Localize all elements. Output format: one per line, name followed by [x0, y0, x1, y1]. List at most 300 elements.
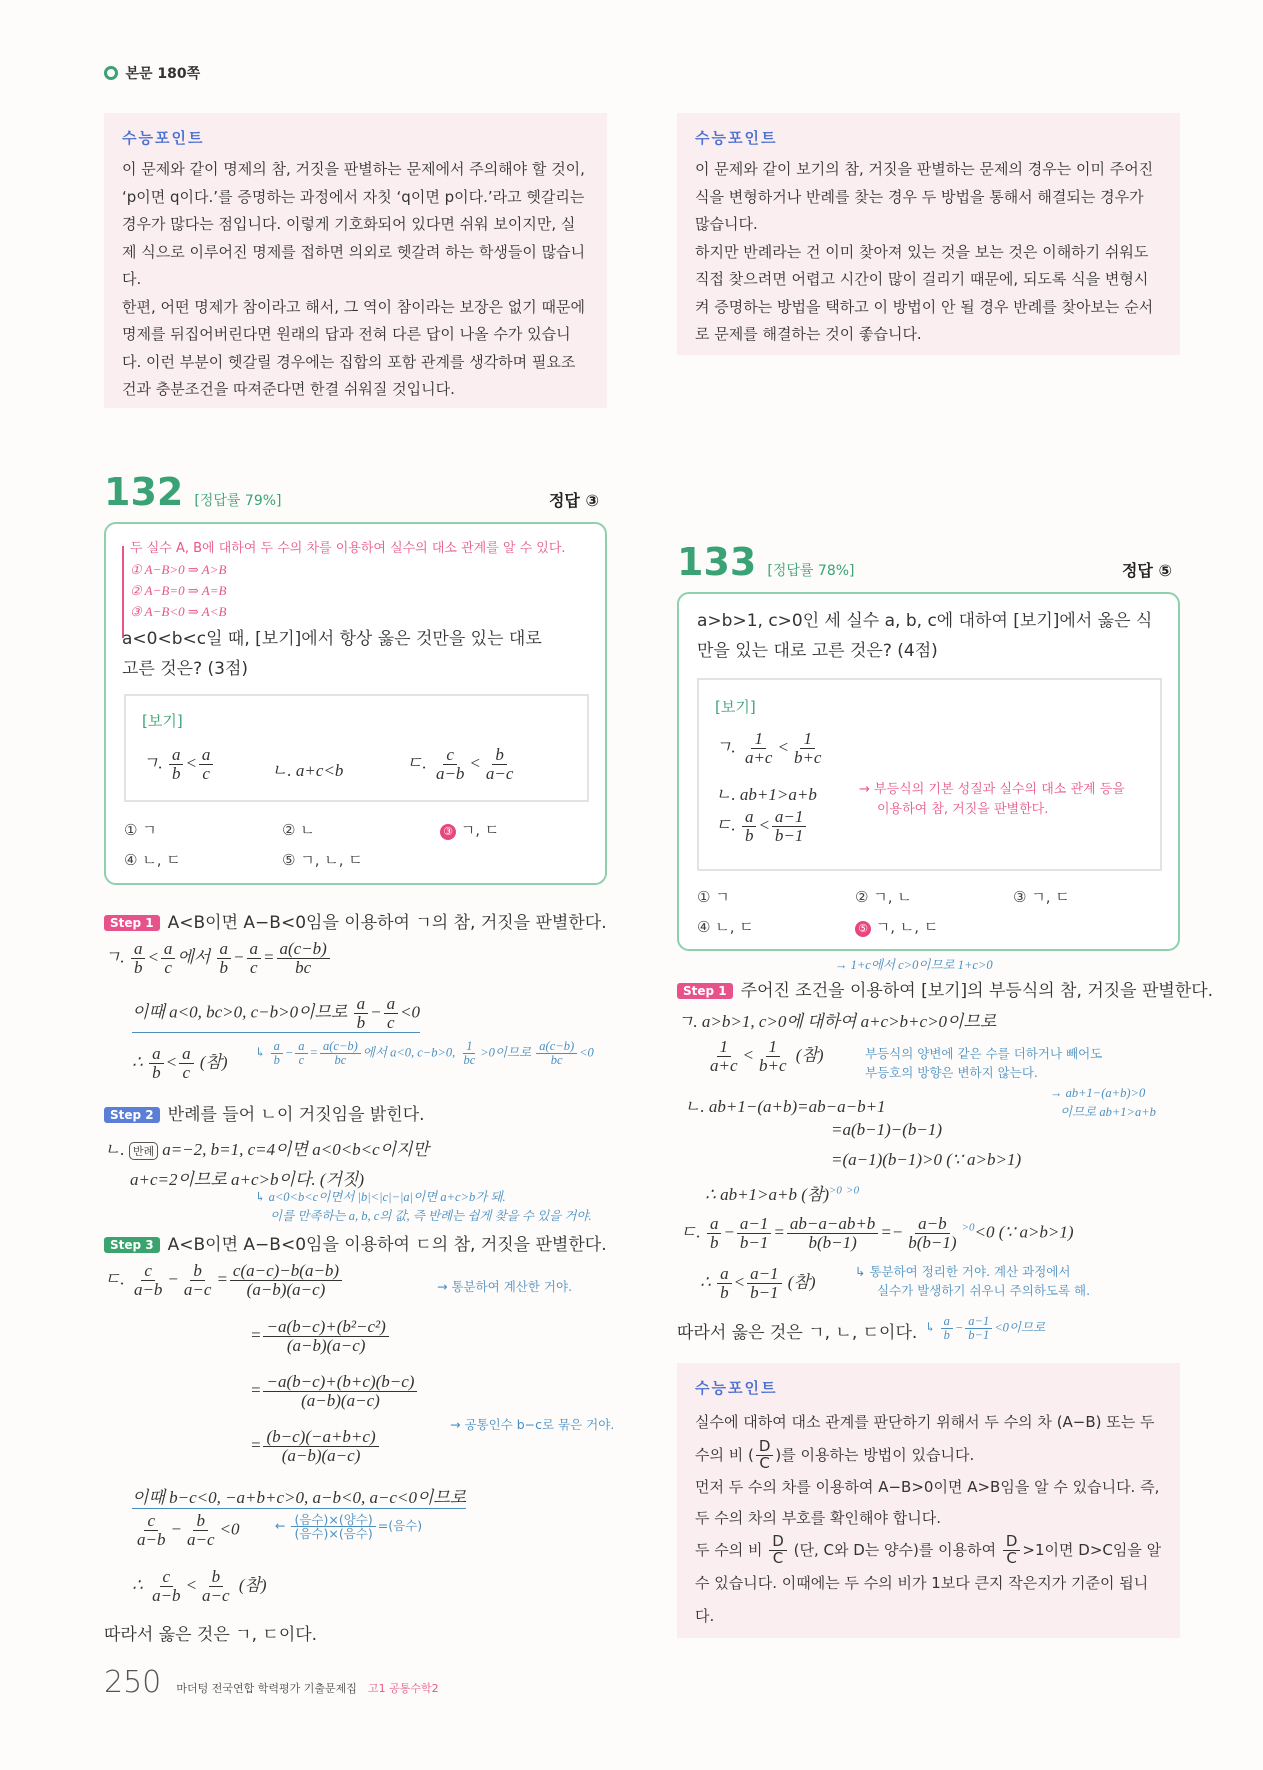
denominator: a−c [186, 1529, 215, 1549]
choice-option[interactable] [855, 916, 938, 937]
math-text: (참) [234, 1575, 267, 1595]
numerator: a [247, 940, 262, 959]
fraction [769, 1534, 787, 1567]
denominator: b−1 [739, 1232, 769, 1252]
answer-label: 정답 ⑤ [1121, 561, 1172, 580]
step-text: 반례를 들어 ㄴ이 거짓임을 밝힌다. [167, 1105, 425, 1125]
solution-line [250, 1318, 391, 1355]
math-text: ∴ [132, 1575, 148, 1595]
denominator: C [759, 1454, 770, 1472]
math-text: = [309, 1045, 318, 1060]
math-text: < [742, 1045, 755, 1065]
tip-paragraph: 한편, 어떤 명제가 참이라고 해서, 그 역이 참이라는 보장은 없기 때문에 명제를 뒤집어버린다면 원래의 답과 전혀 다른 답이 나올 수가 있습니다. 이런 부분이 헷갈릴 경우에는 집합의 포함 관계를 생각하며 필요조건과 충분조건을 따져준다면 한결 쉬워질 것입니다. [122, 297, 585, 398]
numerator: D [756, 1439, 774, 1456]
math-text: 부등호의 방향은 변하지 않는다. [865, 1065, 1038, 1080]
denominator: (음수)×(음수) [294, 1526, 373, 1542]
math-text: =(a−1)(b−1)>0 (∵ a>b>1) [831, 1150, 1022, 1169]
math-text: (참) [195, 1052, 228, 1072]
numerator: 1 [751, 730, 766, 749]
solution-line [684, 1092, 886, 1117]
math-text: − [170, 1519, 182, 1539]
math-text: ← [275, 1518, 290, 1534]
math-text: =a(b−1)−(b−1) [831, 1120, 943, 1139]
bogi-item-2 [715, 780, 817, 805]
math-text: = [250, 1380, 262, 1400]
denominator: a−c [202, 1585, 230, 1605]
denominator: b [356, 1012, 366, 1032]
math-text: → 통분하여 계산한 거야. [437, 1279, 573, 1294]
math-text: <0 [219, 1519, 240, 1539]
fraction [271, 1040, 283, 1067]
math-text: =− [880, 1222, 904, 1242]
tip-paragraph [695, 1406, 1162, 1472]
denominator: C [1006, 1549, 1017, 1567]
denominator: c [298, 1053, 305, 1068]
choice-option[interactable] [282, 819, 315, 840]
selected-check-icon: ③ [440, 824, 456, 840]
fraction [756, 1038, 790, 1075]
math-text: ↳ 통분하여 정리한 거야. 계산 과정에서 [855, 1264, 1071, 1279]
correct-rate: [정답률 78%] [767, 563, 855, 579]
choice-option[interactable] [855, 886, 912, 907]
step-3-heading [104, 1230, 607, 1255]
numerator: a [717, 1265, 732, 1284]
answer-label: 정답 ③ [548, 491, 599, 510]
bogi-item-3 [406, 746, 518, 783]
denominator: a+c [744, 747, 773, 767]
math-text: 실수가 발생하기 쉬우니 주의하도록 해. [877, 1283, 1091, 1298]
math-text: ㄷ. [680, 1222, 705, 1242]
solution-note [877, 1281, 1090, 1300]
choice-text: ㄴ, ㄷ [710, 918, 754, 936]
solution-line [705, 1180, 859, 1205]
numerator: a [199, 746, 214, 765]
solution-note [865, 1044, 1102, 1063]
solution-line [132, 1568, 267, 1605]
denominator: bc [295, 957, 312, 977]
math-text: <0 (∵ a>b>1) [974, 1222, 1074, 1242]
bogi-box [124, 694, 589, 802]
step-badge: Step 1 [104, 915, 160, 931]
fraction [199, 1568, 233, 1605]
fraction [149, 1568, 183, 1605]
math-text: < [469, 753, 481, 773]
fraction [772, 808, 806, 845]
page-number: 250 [104, 1665, 162, 1700]
step-2-heading [104, 1100, 425, 1125]
denominator: b−1 [750, 1282, 779, 1302]
math-text: ↳ a<0<b<c이면서 |b|<|c|−|a|이면 a+c>b가 돼. [255, 1190, 506, 1204]
fraction [791, 730, 825, 767]
bogi-box [697, 678, 1162, 871]
fraction [134, 1512, 168, 1549]
solution-note [270, 1207, 592, 1226]
math-text: >0이므로 [480, 1045, 535, 1060]
subject-label: 고1 공통수학2 [367, 1682, 439, 1695]
problem-132-header [104, 470, 607, 514]
numerator: ab−a−ab+b [787, 1215, 878, 1234]
fraction [179, 1045, 194, 1082]
bogi-note [859, 780, 1125, 820]
math-text: a+c=2이므로 a+c>b이다. (거짓) [130, 1170, 365, 1189]
math-text: ∴ [132, 1052, 148, 1072]
denominator: bc [550, 1053, 563, 1068]
math-text: ㄴ. ab+1−(a+b)=ab−a−b+1 [684, 1097, 886, 1116]
math-text: ㄷ. [406, 753, 431, 773]
numerator: a [742, 808, 757, 827]
solution-line [104, 1135, 429, 1160]
numerator: a−1 [737, 1215, 771, 1234]
math-text: 먼저 두 수의 차를 이용하여 A−B>0이면 A>B임을 알 수 있습니다. 즉, 두 수의 차의 부호를 확인해야 합니다. [695, 1478, 1160, 1527]
math-text: → 1+c에서 c>0이므로 1+c>0 [835, 958, 993, 972]
fraction [131, 940, 146, 977]
math-text: ㄷ. [104, 1269, 129, 1289]
denominator: b [152, 1062, 161, 1082]
math-text: = [250, 1435, 262, 1455]
solution-note [275, 1513, 422, 1540]
math-text: )를 이용하는 방법이 있습니다. [775, 1446, 975, 1464]
fraction [717, 1265, 732, 1302]
math-text: ㄴ. a+c<b [271, 761, 344, 780]
math-text: ㄴ. [104, 1140, 129, 1159]
solution-note [437, 1277, 572, 1296]
question-text: a<0<b<c일 때, [보기]에서 항상 옳은 것만을 있는 대로 고른 것은? (3점) [122, 629, 542, 679]
numerator: D [769, 1534, 787, 1551]
fraction [756, 1439, 774, 1472]
math-text: =(음수) [377, 1518, 423, 1534]
counterexample-badge: 반례 [129, 1142, 158, 1160]
numerator: (b−c)(−a+b+c) [263, 1428, 378, 1447]
tip-box-1 [104, 113, 607, 408]
math-text: < [777, 737, 789, 757]
denominator: b+c [759, 1055, 787, 1075]
choice-number: ② [855, 888, 869, 906]
bogi-note-line: → 부등식의 기본 성질과 실수의 대소 관계 등을 [859, 782, 1125, 797]
annotation-line: ③ A−B<0 ⇒ A<B [130, 604, 227, 619]
math-text: − [167, 1269, 179, 1289]
numerator: a(c−b) [320, 1040, 361, 1054]
tip-paragraph [695, 1534, 1162, 1633]
bogi-item-1 [715, 730, 826, 767]
fraction [217, 940, 232, 977]
tip-box-2 [677, 113, 1180, 355]
fraction [707, 1215, 722, 1252]
solution-note [1060, 1103, 1156, 1122]
step-badge: Step 1 [677, 983, 733, 999]
math-text: − [284, 1045, 294, 1060]
fraction [965, 1315, 992, 1342]
math-text: (참) [783, 1272, 816, 1292]
fraction [277, 940, 330, 977]
problem-133-box [677, 592, 1180, 951]
fraction [169, 746, 184, 783]
fraction [536, 1040, 577, 1067]
problem-133-header [677, 540, 1180, 584]
fraction [354, 995, 369, 1032]
choice-option[interactable] [697, 886, 730, 907]
step-badge: Step 3 [104, 1237, 160, 1253]
math-text: 에서 [177, 947, 215, 967]
choice-option[interactable] [1013, 886, 1070, 907]
denominator: bc [463, 1053, 476, 1068]
bogi-label: [보기] [715, 698, 756, 716]
fraction [1003, 1534, 1021, 1567]
conclusion: 따라서 옳은 것은 ㄱ, ㄷ이다. [104, 1625, 318, 1645]
question-text: a>b>1, c>0인 세 실수 a, b, c에 대하여 [보기]에서 옳은 식만을 있는 대로 고른 것은? (4점) [697, 611, 1153, 661]
math-text: 이때 a<0, bc>0, c−b>0이므로 [132, 1002, 352, 1022]
math-text: < [147, 947, 159, 967]
denominator: b [943, 1328, 950, 1343]
denominator: c [164, 957, 172, 977]
annotation-line: ① A−B>0 ⇒ A>B [130, 562, 227, 577]
bogi-label: [보기] [142, 712, 183, 730]
bogi-item-1 [142, 746, 215, 783]
solution-line [831, 1150, 1021, 1170]
math-text: < [733, 1272, 746, 1292]
sign-label: >0 [828, 1184, 842, 1197]
choice-number: ⑤ [282, 851, 296, 869]
choice-text: ㄱ, ㄷ [1026, 888, 1070, 906]
fraction [247, 940, 262, 977]
denominator: c [387, 1012, 395, 1032]
correct-rate: [정답률 79%] [194, 493, 282, 509]
solution-line [132, 1483, 466, 1509]
fraction [742, 730, 776, 767]
tip-title: 수능포인트 [695, 129, 778, 147]
choice-number: ② [282, 821, 296, 839]
choice-option[interactable] [282, 849, 363, 870]
numerator: b [492, 746, 507, 765]
choice-text: ㄴ [295, 821, 315, 839]
fraction [483, 746, 517, 783]
solution-line [831, 1120, 942, 1140]
fraction [320, 1040, 361, 1067]
fraction [263, 1373, 417, 1410]
math-text: 이를 만족하는 a, b, c의 값, 즉 반례는 쉽게 찾을 수 있을 거야. [270, 1209, 592, 1223]
section-reference [104, 63, 200, 83]
numerator: a [384, 995, 399, 1014]
math-text: (참) [791, 1045, 824, 1065]
numerator: a [169, 746, 184, 765]
denominator: a+c [710, 1055, 738, 1075]
bogi-item-2 [271, 756, 343, 781]
denominator: c [182, 1062, 191, 1082]
problem-number: 133 [677, 540, 757, 584]
numerator: c [141, 1262, 155, 1281]
math-text: < [758, 815, 770, 835]
choice-option[interactable] [697, 916, 754, 937]
numerator: (음수)×(양수) [291, 1513, 375, 1527]
fraction [263, 1428, 378, 1465]
solution-note [835, 956, 993, 975]
fraction [787, 1215, 878, 1252]
math-text: < [185, 1575, 198, 1595]
math-text: → ab+1−(a+b)>0 [1050, 1086, 1146, 1100]
fraction [199, 746, 214, 783]
solution-note [1050, 1084, 1145, 1103]
choice-text: ㄱ, ㄷ [456, 821, 500, 839]
math-text: a=−2, b=1, c=4이면 a<0<b<c이지만 [162, 1140, 429, 1159]
denominator: b+c [793, 747, 822, 767]
math-text: <0 [579, 1045, 594, 1060]
annotation-note [130, 538, 566, 622]
denominator: b−1 [774, 825, 804, 845]
math-text: ↳ [255, 1045, 269, 1060]
numerator: a(c−b) [536, 1040, 577, 1054]
choice-text: ㄴ, ㄷ [137, 851, 181, 869]
denominator: b [709, 1232, 719, 1252]
math-text: ↳ [925, 1320, 939, 1335]
choice-number: ④ [124, 851, 138, 869]
numerator: a [161, 940, 176, 959]
math-text: = [250, 1325, 262, 1345]
bogi-note-line: 이용하여 참, 거짓을 판별한다. [877, 802, 1049, 817]
denominator: a−c [485, 763, 514, 783]
sign-label: >0 [961, 1221, 975, 1234]
numerator: b [193, 1512, 208, 1531]
solution-line [104, 940, 332, 977]
solution-note [855, 1262, 1070, 1281]
denominator: b(b−1) [908, 1232, 957, 1252]
denominator: b [720, 1282, 729, 1302]
sign-label: >0 [846, 1184, 860, 1197]
math-text: 부등식의 양변에 같은 수를 더하거나 빼어도 [865, 1046, 1103, 1061]
solution-line [705, 1038, 824, 1075]
denominator: b [219, 957, 229, 977]
math-text: → 공통인수 b−c로 묶은 거야. [450, 1417, 615, 1432]
step-text: 주어진 조건을 이용하여 [보기]의 부등식의 참, 거짓을 판별한다. [740, 981, 1214, 1001]
math-text: = [773, 1222, 785, 1242]
denominator: b [171, 763, 181, 783]
numerator: a [354, 995, 369, 1014]
numerator: D [1003, 1534, 1021, 1551]
choice-text: ㄱ, ㄴ [868, 888, 912, 906]
solution-line [132, 1512, 239, 1549]
problem-number: 132 [104, 470, 184, 514]
annotation-line: 두 실수 A, B에 대하여 두 수의 차를 이용하여 실수의 대소 관계를 알 수 있다. [130, 541, 566, 556]
denominator: (a−b)(a−c) [281, 1445, 361, 1465]
denominator: a−b [435, 763, 465, 783]
solution-note [925, 1315, 1045, 1342]
fraction [291, 1513, 375, 1540]
fraction [747, 1265, 781, 1302]
denominator: (a−b)(a−c) [301, 1390, 380, 1410]
numerator: a [131, 940, 146, 959]
numerator: a−1 [772, 808, 806, 827]
selected-check-icon: ⑤ [855, 921, 871, 937]
choice-text: ㄱ, ㄴ, ㄷ [295, 851, 363, 869]
denominator: a−b [137, 1529, 166, 1549]
fraction [263, 1318, 388, 1355]
math-text: ∴ [700, 1272, 716, 1292]
math-text: 이때 b−c<0, −a+b+c>0, a−b<0, a−c<0이므로 [132, 1488, 467, 1507]
solution-line [132, 1045, 228, 1082]
step-1-heading [677, 976, 1213, 1001]
math-text: <0이므로 [994, 1320, 1046, 1335]
math-text: < [185, 753, 197, 773]
solution-line [250, 1373, 419, 1410]
circle-bullet-icon [104, 66, 118, 80]
step-badge: Step 2 [104, 1107, 160, 1123]
numerator: c [443, 746, 457, 765]
section-reference-text: 본문 180쪽 [125, 66, 201, 82]
fraction [941, 1315, 953, 1342]
denominator: b [273, 1053, 280, 1068]
numerator: a−1 [965, 1315, 992, 1329]
denominator: C [772, 1549, 784, 1567]
tip-title: 수능포인트 [695, 1379, 778, 1397]
numerator: a [149, 1045, 164, 1064]
denominator: bc [334, 1053, 347, 1068]
tip-title: 수능포인트 [122, 129, 205, 147]
solution-note [255, 1040, 594, 1067]
step-1-heading [104, 908, 607, 933]
choice-option[interactable] [124, 849, 181, 870]
book-title: 마더텅 전국연합 학력평가 기출문제집 [176, 1682, 357, 1695]
solution-line [700, 1265, 816, 1302]
denominator: b [133, 957, 143, 977]
solution-line [677, 1007, 996, 1032]
numerator: a [217, 940, 232, 959]
math-text: 이므로 ab+1>a+b [1060, 1105, 1156, 1119]
choice-text: ㄱ, ㄴ, ㄷ [871, 918, 939, 936]
math-text: 에서 a<0, c−b>0, [362, 1045, 459, 1060]
fraction [149, 1045, 164, 1082]
choice-number: ① [124, 821, 138, 839]
annotation-line: ② A−B=0 ⇒ A=B [130, 583, 227, 598]
numerator: 1 [463, 1040, 475, 1054]
denominator: a−c [183, 1279, 212, 1299]
numerator: −a(b−c)+(b+c)(b−c) [263, 1373, 417, 1392]
solution-line [104, 1262, 344, 1299]
numerator: a [707, 1215, 722, 1234]
solution-note [255, 1188, 506, 1207]
math-text: 따라서 옳은 것은 ㄱ, ㄴ, ㄷ이다. [677, 1323, 918, 1343]
fraction [295, 1040, 307, 1067]
math-text: < [165, 1052, 178, 1072]
numerator: c [144, 1512, 158, 1531]
fraction [384, 995, 399, 1032]
choice-text: ㄱ [137, 821, 157, 839]
numerator: a(c−b) [277, 940, 330, 959]
denominator: (a−b)(a−c) [286, 1335, 366, 1355]
tip-box-3 [677, 1363, 1180, 1638]
denominator: b [744, 825, 754, 845]
bogi-item-3 [715, 808, 808, 845]
numerator: a [271, 1040, 283, 1054]
math-text: ㄱ. a>b>1, c>0에 대하여 a+c>b+c>0이므로 [677, 1012, 997, 1031]
tip-paragraph: 이 문제와 같이 명제의 참, 거짓을 판별하는 문제에서 주의해야 할 것이, ‘p이면 q이다.’를 증명하는 과정에서 자칫 ‘q이면 p이다.’라고 헷갈리는 경우가 많다는 점입니다. 이렇게 기호화되어 있다면 쉬워 보이지만, 실제 식으로 이루어진 명제를 접하면 의외로 헷갈려 하는 학생들이 많습니다. [122, 160, 586, 288]
math-text: ㄱ. [104, 947, 129, 967]
solution-line [250, 1428, 381, 1465]
math-text: ∴ ab+1>a+b (참) [705, 1185, 829, 1204]
math-text: 두 수의 비 [695, 1541, 768, 1559]
fraction [460, 1040, 478, 1067]
solution-note [450, 1415, 614, 1434]
choice-option[interactable] [124, 819, 157, 840]
denominator: (a−b)(a−c) [246, 1279, 326, 1299]
footer [104, 1665, 439, 1700]
math-text: − [233, 947, 245, 967]
fraction [181, 1262, 215, 1299]
choice-option[interactable] [440, 819, 499, 840]
fraction [161, 940, 176, 977]
numerator: a−b [915, 1215, 949, 1234]
math-text: (단, C와 D는 양수)를 이용하여 [788, 1541, 1001, 1559]
denominator: b−1 [968, 1328, 990, 1343]
numerator: 1 [717, 1038, 732, 1057]
fraction [905, 1215, 959, 1252]
